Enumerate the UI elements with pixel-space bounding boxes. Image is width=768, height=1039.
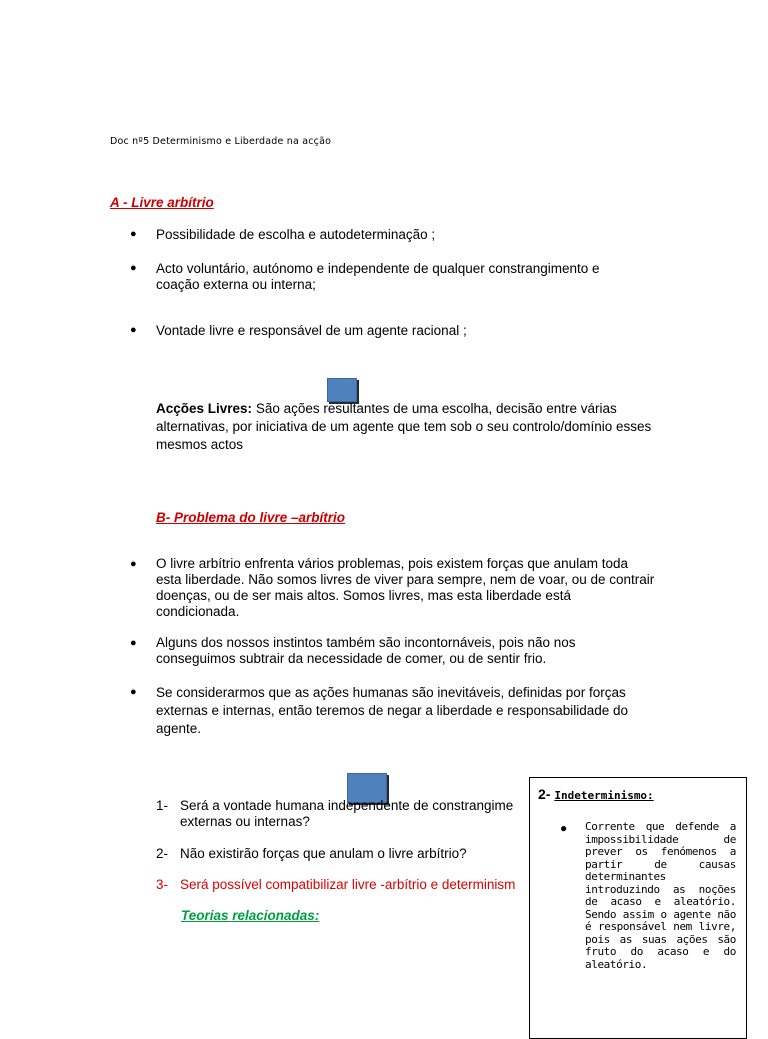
question-1-line-2: externas ou internas? <box>180 814 310 829</box>
question-2: Não existirão forças que anulam o livre arbítrio? <box>180 846 467 861</box>
section-a-bullet-2: Acto voluntário, autónomo e independente de qualquer constrangimento e coação externa ou interna; <box>156 261 600 292</box>
box-bullet-marker: ● <box>560 821 568 835</box>
question-1 <box>180 798 513 830</box>
box-title: Indeterminismo: <box>554 789 654 802</box>
section-a-bullet-3: Vontade livre e responsável de um agente racional ; <box>156 323 467 338</box>
box-heading <box>538 786 654 802</box>
section-b-bullet-3: Se considerarmos que as ações humanas são inevitáveis, definidas por forças externas e internas, então teremos de negar a liberdade e responsabilidade do agente. <box>156 685 629 736</box>
bullet-marker: ● <box>130 686 137 698</box>
question-number: 1- <box>156 798 169 813</box>
definition-label: Acções Livres: <box>156 401 253 416</box>
question-number: 3- <box>156 877 169 892</box>
section-a-bullet-1: Possibilidade de escolha e autodeterminação ; <box>156 227 436 242</box>
bullet-marker: ● <box>130 324 137 336</box>
bullet-marker: ● <box>130 558 137 570</box>
embedded-object-icon[interactable] <box>327 378 357 402</box>
box-text: Corrente que defende a impossibilidade de prever os fenómenos a partir de causas determinantes introduzindo as noções de acaso e aleatório. Sendo assim o agente não é responsável nem livre, pois as suas ações são fruto do acaso e do aleatório. <box>585 820 736 971</box>
free-actions-definition <box>156 400 656 454</box>
section-b-bullet-2: Alguns dos nossos instintos também são incontornáveis, pois não nos conseguimos subtrair da necessidade de comer, ou de sentir frio. <box>156 635 576 666</box>
section-b-heading: B- Problema do livre –arbítrio <box>156 510 346 525</box>
bullet-marker: ● <box>130 228 137 240</box>
related-theories-label: Teorias relacionadas: <box>181 908 320 923</box>
section-b-bullet-1: O livre arbítrio enfrenta vários problemas, pois existem forças que anulam toda esta liberdade. Não somos livres de viver para sempre, nem de voar, ou de contrair doenças, ou de ser mais altos. Somos livres, mas esta liberdade está condicionada. <box>156 556 655 619</box>
question-3: Será possível compatibilizar livre -arbítrio e determinism <box>180 877 516 892</box>
box-number: 2- <box>538 786 551 802</box>
definition-text: São ações resultantes de uma escolha, decisão entre várias alternativas, por iniciativa de um agente que tem sob o seu controlo/domínio esses mesmos actos <box>156 401 652 452</box>
question-1-line-1: Será a vontade humana independente de constrangime <box>180 798 514 813</box>
bullet-marker: ● <box>130 637 137 649</box>
document-title: Doc nº5 Determinismo e Liberdade na acção <box>110 136 332 147</box>
question-number: 2- <box>156 846 169 861</box>
section-a-heading: A - Livre arbítrio <box>110 195 214 210</box>
indeterminism-box <box>529 777 747 1039</box>
bullet-marker: ● <box>130 262 137 274</box>
